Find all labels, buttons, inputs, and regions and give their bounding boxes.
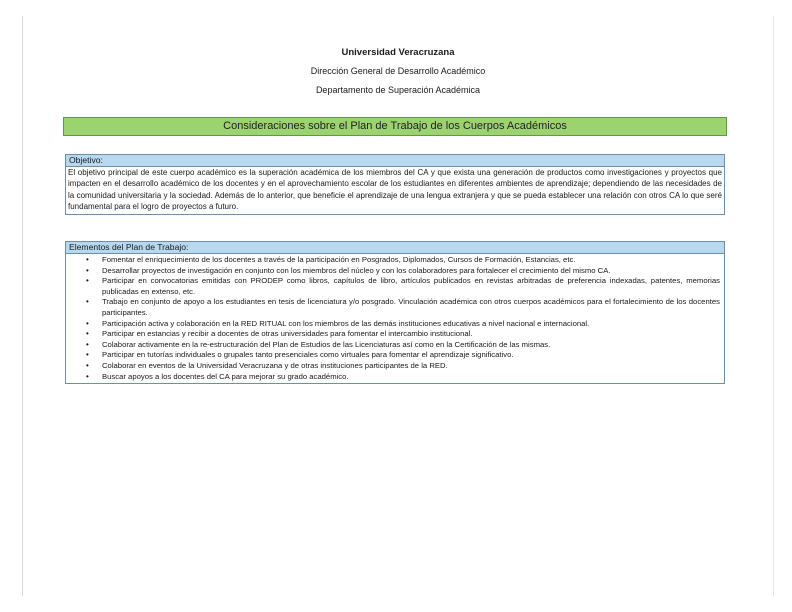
bullet-icon: • (86, 350, 89, 360)
list-item: • Participar en estancias y recibir a docentes de otras universidades para fomentar el intercambio institucional. (86, 329, 473, 339)
list-item: • Colaborar activamente en la re-estructuración del Plan de Estudios de las Licenciaturas así como en la Certificación de las mismas. (86, 339, 551, 349)
bullet-icon: • (86, 329, 89, 339)
list-item: • Buscar apoyos a los docentes del CA para mejorar su grado académico. (86, 371, 349, 381)
list-item: • Trabajo en conjunto de apoyo a los estudiantes en tesis de licenciatura y/o posgrado. Vinculación académica con otros cuerpos académicos para el fortalecimiento de los docentes participantes. (86, 297, 720, 317)
objective-text: El objetivo principal de este cuerpo académico es la superación académica de los miembros del CA y que exista una generación de productos como investigaciones y proyectos que impacten en el desarrollo académico de los docentes y en el aprovechamiento escolar de los estudiantes en diferentes ambientes de aprendizaje; dependiendo de las necesidades de la comunidad universitaria y la sociedad. Además de lo anterior, que beneficie el aprendizaje de una lengua extranjera y que se pueda establecer una relación con otros CA lo que seré fundamental para el logro de proyectos a futuro. (65, 167, 725, 215)
elements-list (68, 255, 720, 382)
list-item: • Fomentar el enriquecimiento de los docentes a través de la participación en Posgrados, Diplomados, Cursos de Formación, Estancias, etc. (86, 255, 576, 264)
elements-list-box (65, 254, 725, 384)
elements-heading: Elementos del Plan de Trabajo: (65, 241, 725, 254)
list-item: • Participar en convocatorias emitidas con PRODEP como libros, capítulos de libro, artículos publicados en revistas arbitradas de preferencia indexadas, patentes, memorias publicadas en extenso, etc. (86, 276, 720, 296)
list-item: • Participar en tutorías individuales o grupales tanto presenciales como virtuales para fomentar el aprendizaje significativo. (86, 350, 514, 360)
list-item: • Desarrollar proyectos de investigación en conjunto con los miembros del núcleo y con los colaboradores para fortalecer el crecimiento del mismo CA. (86, 265, 611, 275)
bullet-icon: • (86, 360, 89, 370)
document-title-banner: Consideraciones sobre el Plan de Trabajo de los Cuerpos Académicos (63, 117, 727, 136)
list-item: • Participación activa y colaboración en la RED RITUAL con los miembros de las demás instituciones educativas a nivel nacional e internacional. (86, 318, 590, 328)
document-page (22, 16, 774, 596)
bullet-icon: • (86, 255, 89, 264)
bullet-icon: • (86, 371, 89, 381)
bullet-icon: • (86, 276, 89, 286)
direction-name: Dirección General de Desarrollo Académico (310, 66, 486, 76)
objective-section (65, 154, 725, 215)
bullet-icon: • (86, 318, 89, 328)
bullet-icon: • (86, 297, 89, 307)
department-name: Departamento de Superación Académica (315, 85, 481, 95)
list-item: • Colaborar en eventos de la Universidad Veracruzana y de otras instituciones participantes de la RED. (86, 360, 448, 370)
elements-section (65, 241, 725, 384)
objective-heading: Objetivo: (65, 154, 725, 167)
bullet-icon: • (86, 339, 89, 349)
bullet-icon: • (86, 265, 89, 275)
document-header (23, 44, 773, 100)
university-name: Universidad Veracruzana (341, 47, 455, 58)
